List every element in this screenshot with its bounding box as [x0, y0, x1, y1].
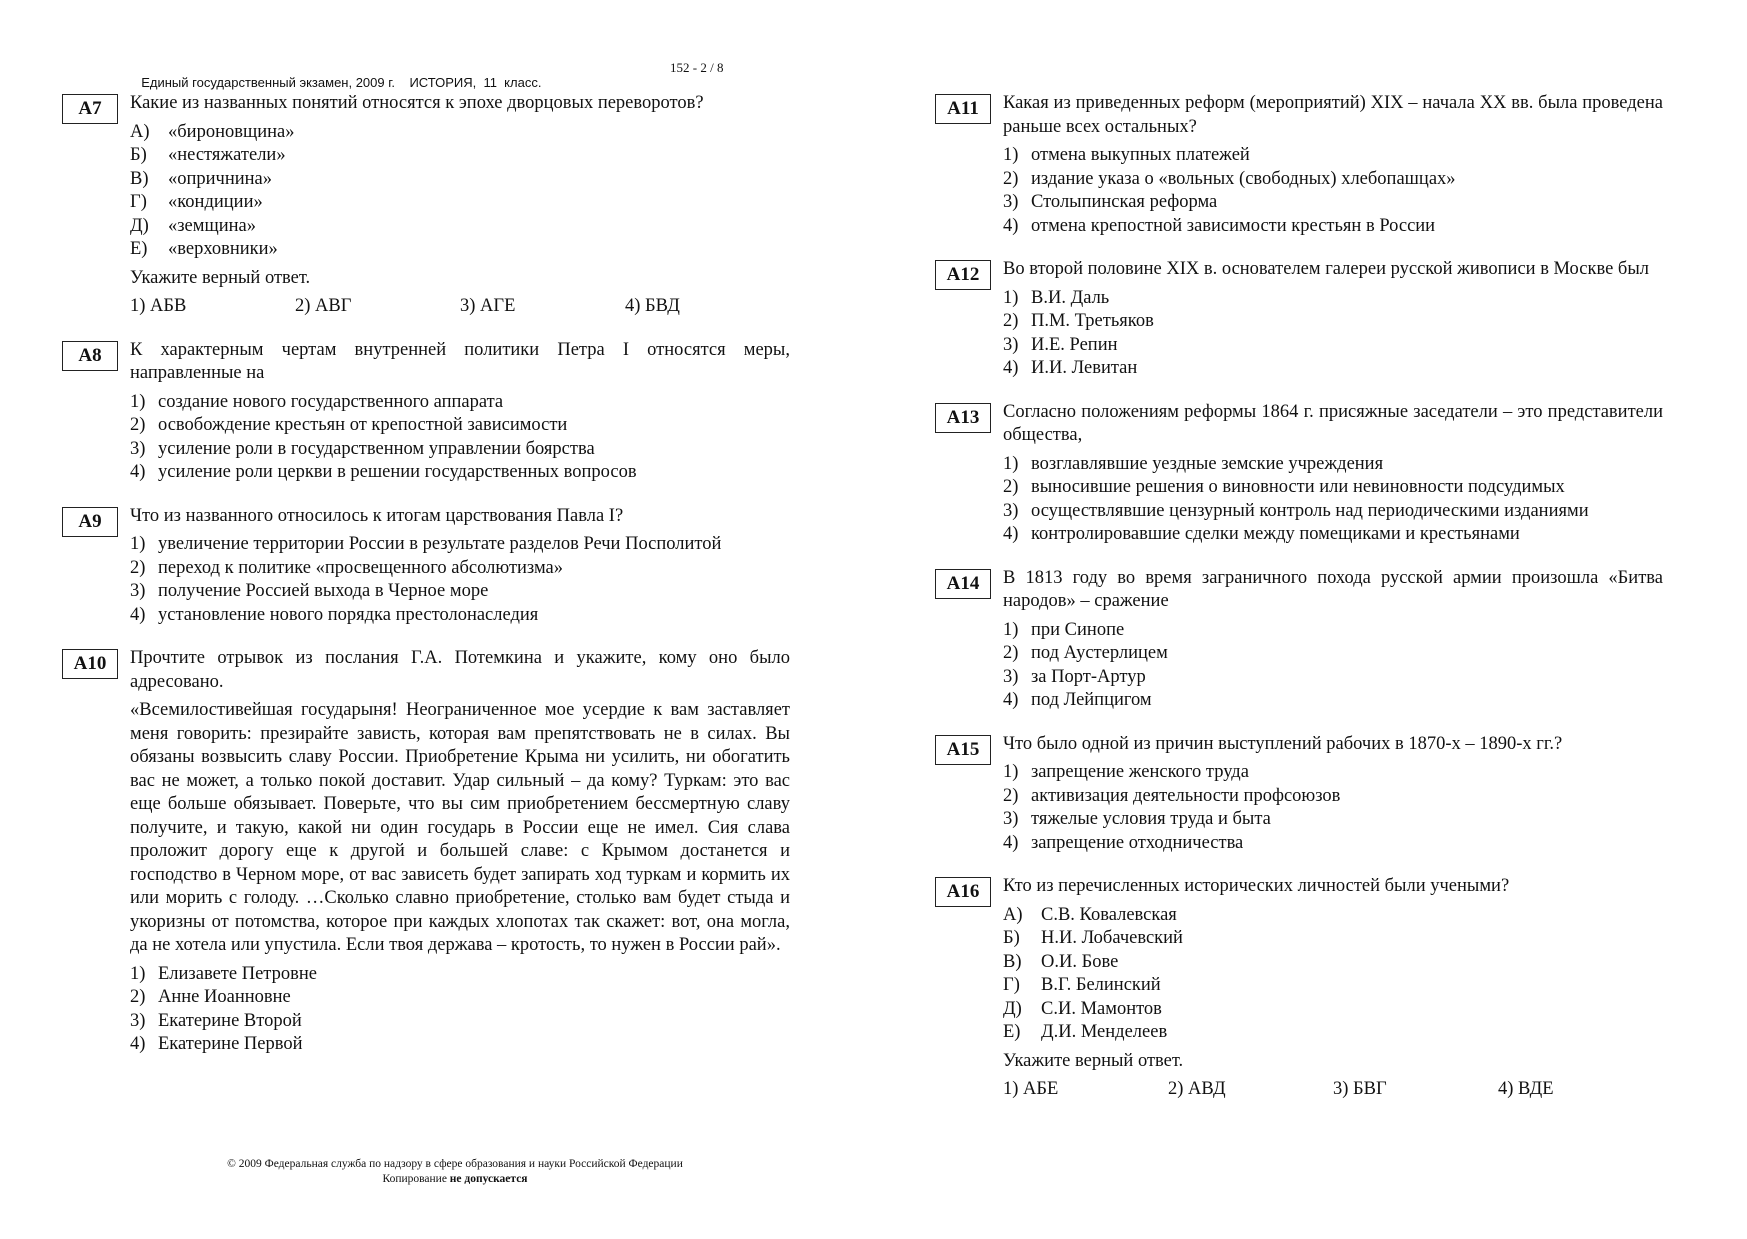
- answer-choice: 3) АГЕ: [460, 296, 516, 316]
- task-label: A16: [935, 877, 991, 907]
- option-text: контролировавшие сделки между помещиками и крестьянами: [1031, 524, 1520, 544]
- option-text: «бироновщина»: [168, 121, 295, 142]
- answer-choices: [130, 295, 790, 319]
- option-item: [130, 215, 790, 239]
- option-item: [130, 557, 790, 581]
- option-item: [1003, 334, 1663, 358]
- option-text: «земщина»: [168, 215, 256, 236]
- option-marker: 1): [130, 534, 146, 554]
- task-body: [130, 505, 790, 628]
- option-text: «нестяжатели»: [168, 145, 286, 165]
- option-item: [1003, 642, 1663, 666]
- option-marker: 2): [1003, 643, 1019, 663]
- answer-instruction: Укажите верный ответ.: [1003, 1050, 1184, 1071]
- option-item: [1003, 215, 1663, 239]
- option-text: активизация деятельности профсоюзов: [1031, 785, 1341, 806]
- option-item: [1003, 904, 1663, 928]
- left-column: [62, 92, 790, 1077]
- option-marker: 1): [130, 963, 146, 984]
- task-a9: [62, 505, 790, 628]
- task-body: [1003, 567, 1663, 713]
- option-item: [1003, 144, 1663, 168]
- option-item: [1003, 476, 1663, 500]
- option-marker: Д): [130, 215, 149, 236]
- option-marker: Е): [130, 239, 148, 259]
- task-label: A11: [935, 94, 991, 124]
- copyright-line: © 2009 Федеральная служба по надзору в сфере образования и науки Российской Федерации: [227, 1158, 683, 1170]
- option-text: отмена крепостной зависимости крестьян в России: [1031, 215, 1436, 236]
- option-marker: 3): [1003, 809, 1019, 829]
- option-text: переход к политике «просвещенного абсолютизма»: [158, 557, 564, 578]
- task-label: A15: [935, 735, 991, 765]
- task-label: A8: [62, 341, 118, 371]
- task-body: [1003, 401, 1663, 547]
- footer: [180, 1157, 730, 1187]
- option-text: И.Е. Репин: [1031, 334, 1118, 355]
- task-label: A10: [62, 649, 118, 679]
- option-item: [1003, 761, 1663, 785]
- option-text: С.В. Ковалевская: [1041, 904, 1177, 925]
- option-item: [1003, 808, 1663, 832]
- option-item: [130, 168, 790, 192]
- option-item: [130, 438, 790, 462]
- option-item: [1003, 689, 1663, 713]
- task-body: [1003, 258, 1663, 381]
- option-text: Д.И. Менделеев: [1041, 1022, 1168, 1042]
- option-text: создание нового государственного аппарата: [158, 391, 504, 412]
- option-marker: 2): [1003, 785, 1019, 806]
- option-marker: А): [1003, 904, 1023, 925]
- option-item: [1003, 998, 1663, 1022]
- option-text: П.М. Третьяков: [1031, 311, 1154, 331]
- option-marker: 2): [130, 415, 146, 435]
- answer-choice: 1) АБЕ: [1003, 1079, 1059, 1099]
- option-text: получение Россией выхода в Черное море: [158, 581, 489, 601]
- option-marker: 2): [130, 987, 146, 1007]
- option-marker: 4): [1003, 358, 1019, 378]
- task-body: [130, 647, 790, 1057]
- task-body: [1003, 875, 1663, 1102]
- option-marker: 4): [1003, 832, 1019, 853]
- option-text: В.И. Даль: [1031, 287, 1110, 308]
- answer-choice: 2) АВГ: [295, 296, 352, 316]
- answer-choice: 3) БВГ: [1333, 1079, 1387, 1099]
- task-label: A13: [935, 403, 991, 433]
- option-item: [1003, 951, 1663, 975]
- option-item: [130, 604, 790, 628]
- option-item: [1003, 287, 1663, 311]
- option-text: «верховники»: [168, 239, 278, 259]
- option-item: [1003, 357, 1663, 381]
- task-body: [1003, 733, 1663, 856]
- option-item: [130, 1010, 790, 1034]
- right-column: [935, 92, 1663, 1122]
- option-item: [130, 986, 790, 1010]
- answer-choice: 2) АВД: [1168, 1079, 1226, 1099]
- option-item: [1003, 666, 1663, 690]
- question-text: Что из названного относилось к итогам царствования Павла I?: [130, 505, 624, 526]
- option-text: С.И. Мамонтов: [1041, 998, 1162, 1019]
- option-item: [1003, 523, 1663, 547]
- option-text: возглавлявшие уездные земские учреждения: [1031, 453, 1384, 474]
- task-a10: [62, 647, 790, 1057]
- option-marker: 3): [1003, 500, 1019, 521]
- task-a12: [935, 258, 1663, 381]
- option-item: [130, 533, 790, 557]
- option-text: издание указа о «вольных (свободных) хлебопашцах»: [1031, 168, 1456, 189]
- option-item: [130, 963, 790, 987]
- option-text: увеличение территории России в результате разделов Речи Посполитой: [158, 534, 722, 554]
- option-text: запрещение отходничества: [1031, 832, 1244, 853]
- option-text: отмена выкупных платежей: [1031, 145, 1250, 165]
- option-marker: 1): [1003, 453, 1019, 474]
- task-label: A12: [935, 260, 991, 290]
- option-marker: 2): [1003, 168, 1019, 189]
- option-marker: 4): [130, 462, 146, 482]
- question-text: Какая из приведенных реформ (мероприятий) XIX – начала XX вв. была проведена раньше всех остальных?: [1003, 93, 1663, 137]
- option-text: усиление роли в государственном управлении боярства: [158, 438, 595, 459]
- task-a16: [935, 875, 1663, 1102]
- option-text: В.Г. Белинский: [1041, 975, 1161, 995]
- option-text: «опричнина»: [168, 168, 273, 189]
- option-text: тяжелые условия труда и быта: [1031, 809, 1271, 829]
- exam-title: Единый государственный экзамен, 2009 г. ИСТОРИЯ, 11 класс.: [141, 75, 542, 90]
- option-marker: В): [130, 168, 149, 189]
- option-text: Н.И. Лобачевский: [1041, 928, 1183, 948]
- option-item: [130, 414, 790, 438]
- option-marker: Г): [130, 192, 147, 212]
- option-item: [130, 461, 790, 485]
- option-marker: Б): [1003, 928, 1020, 948]
- option-marker: Е): [1003, 1022, 1021, 1042]
- option-item: [1003, 927, 1663, 951]
- question-text: Во второй половине XIX в. основателем галереи русской живописи в Москве был: [1003, 259, 1649, 279]
- option-item: [130, 391, 790, 415]
- task-body: [130, 339, 790, 485]
- option-text: усиление роли церкви в решении государственных вопросов: [158, 462, 637, 482]
- option-marker: 4): [130, 604, 146, 625]
- option-text: установление нового порядка престолонаследия: [158, 604, 539, 625]
- question-text: Кто из перечисленных исторических личностей были учеными?: [1003, 876, 1510, 896]
- answer-choice: 4) ВДЕ: [1498, 1079, 1554, 1099]
- option-item: [130, 1033, 790, 1057]
- option-item: [1003, 832, 1663, 856]
- option-item: [1003, 168, 1663, 192]
- option-text: Екатерине Первой: [158, 1034, 303, 1054]
- option-item: [1003, 453, 1663, 477]
- option-item: [1003, 500, 1663, 524]
- page-number: 152 - 2 / 8: [670, 60, 724, 75]
- option-text: Елизавете Петровне: [158, 963, 317, 984]
- option-marker: 1): [1003, 145, 1019, 165]
- question-text: Прочтите отрывок из послания Г.А. Потемкина и укажите, кому оно было адресовано.: [130, 648, 790, 692]
- option-item: [130, 121, 790, 145]
- option-item: [130, 191, 790, 215]
- option-marker: 1): [1003, 287, 1019, 308]
- option-marker: 4): [1003, 215, 1019, 236]
- task-a7: [62, 92, 790, 319]
- question-text: В 1813 году во время заграничного похода русской армии произошла «Битва народов» – сражение: [1003, 567, 1663, 611]
- option-item: [1003, 785, 1663, 809]
- option-text: осуществлявшие цензурный контроль над периодическими изданиями: [1031, 500, 1589, 521]
- option-item: [1003, 191, 1663, 215]
- question-text: Что было одной из причин выступлений рабочих в 1870-х – 1890-х гг.?: [1003, 733, 1563, 754]
- answer-choices: [1003, 1078, 1663, 1102]
- option-marker: 3): [130, 581, 146, 601]
- option-text: Анне Иоанновне: [158, 987, 291, 1007]
- option-marker: 2): [1003, 477, 1019, 497]
- option-text: И.И. Левитан: [1031, 358, 1138, 378]
- option-item: [1003, 310, 1663, 334]
- option-marker: 3): [130, 1010, 146, 1031]
- option-text: выносившие решения о виновности или невиновности подсудимых: [1031, 477, 1565, 497]
- question-text: Согласно положениям реформы 1864 г. присяжные заседатели – это представители общества,: [1003, 401, 1663, 445]
- option-marker: 1): [1003, 619, 1019, 640]
- option-item: [130, 238, 790, 262]
- option-text: под Лейпцигом: [1031, 690, 1152, 710]
- option-item: [1003, 619, 1663, 643]
- option-text: «кондиции»: [168, 192, 263, 212]
- option-marker: В): [1003, 951, 1022, 972]
- option-marker: Г): [1003, 975, 1020, 995]
- option-item: [130, 144, 790, 168]
- copy-notice: Копирование не допускается: [382, 1173, 528, 1185]
- option-text: освобождение крестьян от крепостной зависимости: [158, 415, 568, 435]
- option-marker: 2): [1003, 311, 1019, 331]
- task-a11: [935, 92, 1663, 238]
- task-a14: [935, 567, 1663, 713]
- task-label: A7: [62, 94, 118, 124]
- option-item: [1003, 974, 1663, 998]
- option-marker: 3): [1003, 192, 1019, 212]
- answer-choice: 1) АБВ: [130, 296, 187, 316]
- option-text: при Синопе: [1031, 619, 1125, 640]
- option-text: Столыпинская реформа: [1031, 192, 1218, 212]
- task-a13: [935, 401, 1663, 547]
- option-marker: 3): [1003, 666, 1019, 687]
- option-marker: 3): [1003, 334, 1019, 355]
- task-body: [130, 92, 790, 319]
- option-marker: 4): [1003, 524, 1019, 544]
- option-item: [130, 580, 790, 604]
- option-marker: А): [130, 121, 150, 142]
- option-marker: 3): [130, 438, 146, 459]
- option-marker: Д): [1003, 998, 1022, 1019]
- question-text: К характерным чертам внутренней политики Петра I относятся меры, направленные на: [130, 339, 790, 383]
- option-marker: 4): [130, 1034, 146, 1054]
- option-item: [1003, 1021, 1663, 1045]
- task-label: A14: [935, 569, 991, 599]
- option-text: за Порт-Артур: [1031, 666, 1146, 687]
- option-marker: 1): [130, 391, 146, 412]
- task-label: A9: [62, 507, 118, 537]
- question-text: Какие из названных понятий относятся к эпохе дворцовых переворотов?: [130, 93, 704, 113]
- option-marker: 4): [1003, 690, 1019, 710]
- option-text: Екатерине Второй: [158, 1010, 302, 1031]
- task-body: [1003, 92, 1663, 238]
- option-marker: 2): [130, 557, 146, 578]
- quoted-passage: «Всемилостивейшая государыня! Неограниченное мое усердие к вам заставляет меня говорить: презирайте зависть, которая вам препятствовать не в силах. Вы обязаны возвысить славу России. Приобретение Крыма ни усилить, ни обогатить вас не может, а только покой доставит. Удар сильный – да кому? Туркам: это вас еще больше обязывает. Поверьте, что вы сим приобретением бессмертную славу получите, и такую, какой ни один государь в России еще не имел. Сия слава проложит дорогу еще к другой и большей славе: с Крымом достанется и господство в Черном море, от вас зависеть будет запирать ход туркам и кормить их или морить с голоду. …Сколько славно приобретение, столько вам будет стыда и укоризны от потомства, которое при каждых хлопотах так скажет: вот, она могла, да не хотела или упустила. Если твоя держава – кротость, то нужен в России рай».: [130, 700, 790, 955]
- option-text: под Аустерлицем: [1031, 643, 1168, 663]
- answer-choice: 4) БВД: [625, 296, 680, 316]
- answer-instruction: Укажите верный ответ.: [130, 267, 311, 288]
- option-marker: Б): [130, 145, 147, 165]
- task-a8: [62, 339, 790, 485]
- option-text: запрещение женского труда: [1031, 762, 1249, 782]
- option-text: О.И. Бове: [1041, 951, 1119, 972]
- task-a15: [935, 733, 1663, 856]
- option-marker: 1): [1003, 762, 1019, 782]
